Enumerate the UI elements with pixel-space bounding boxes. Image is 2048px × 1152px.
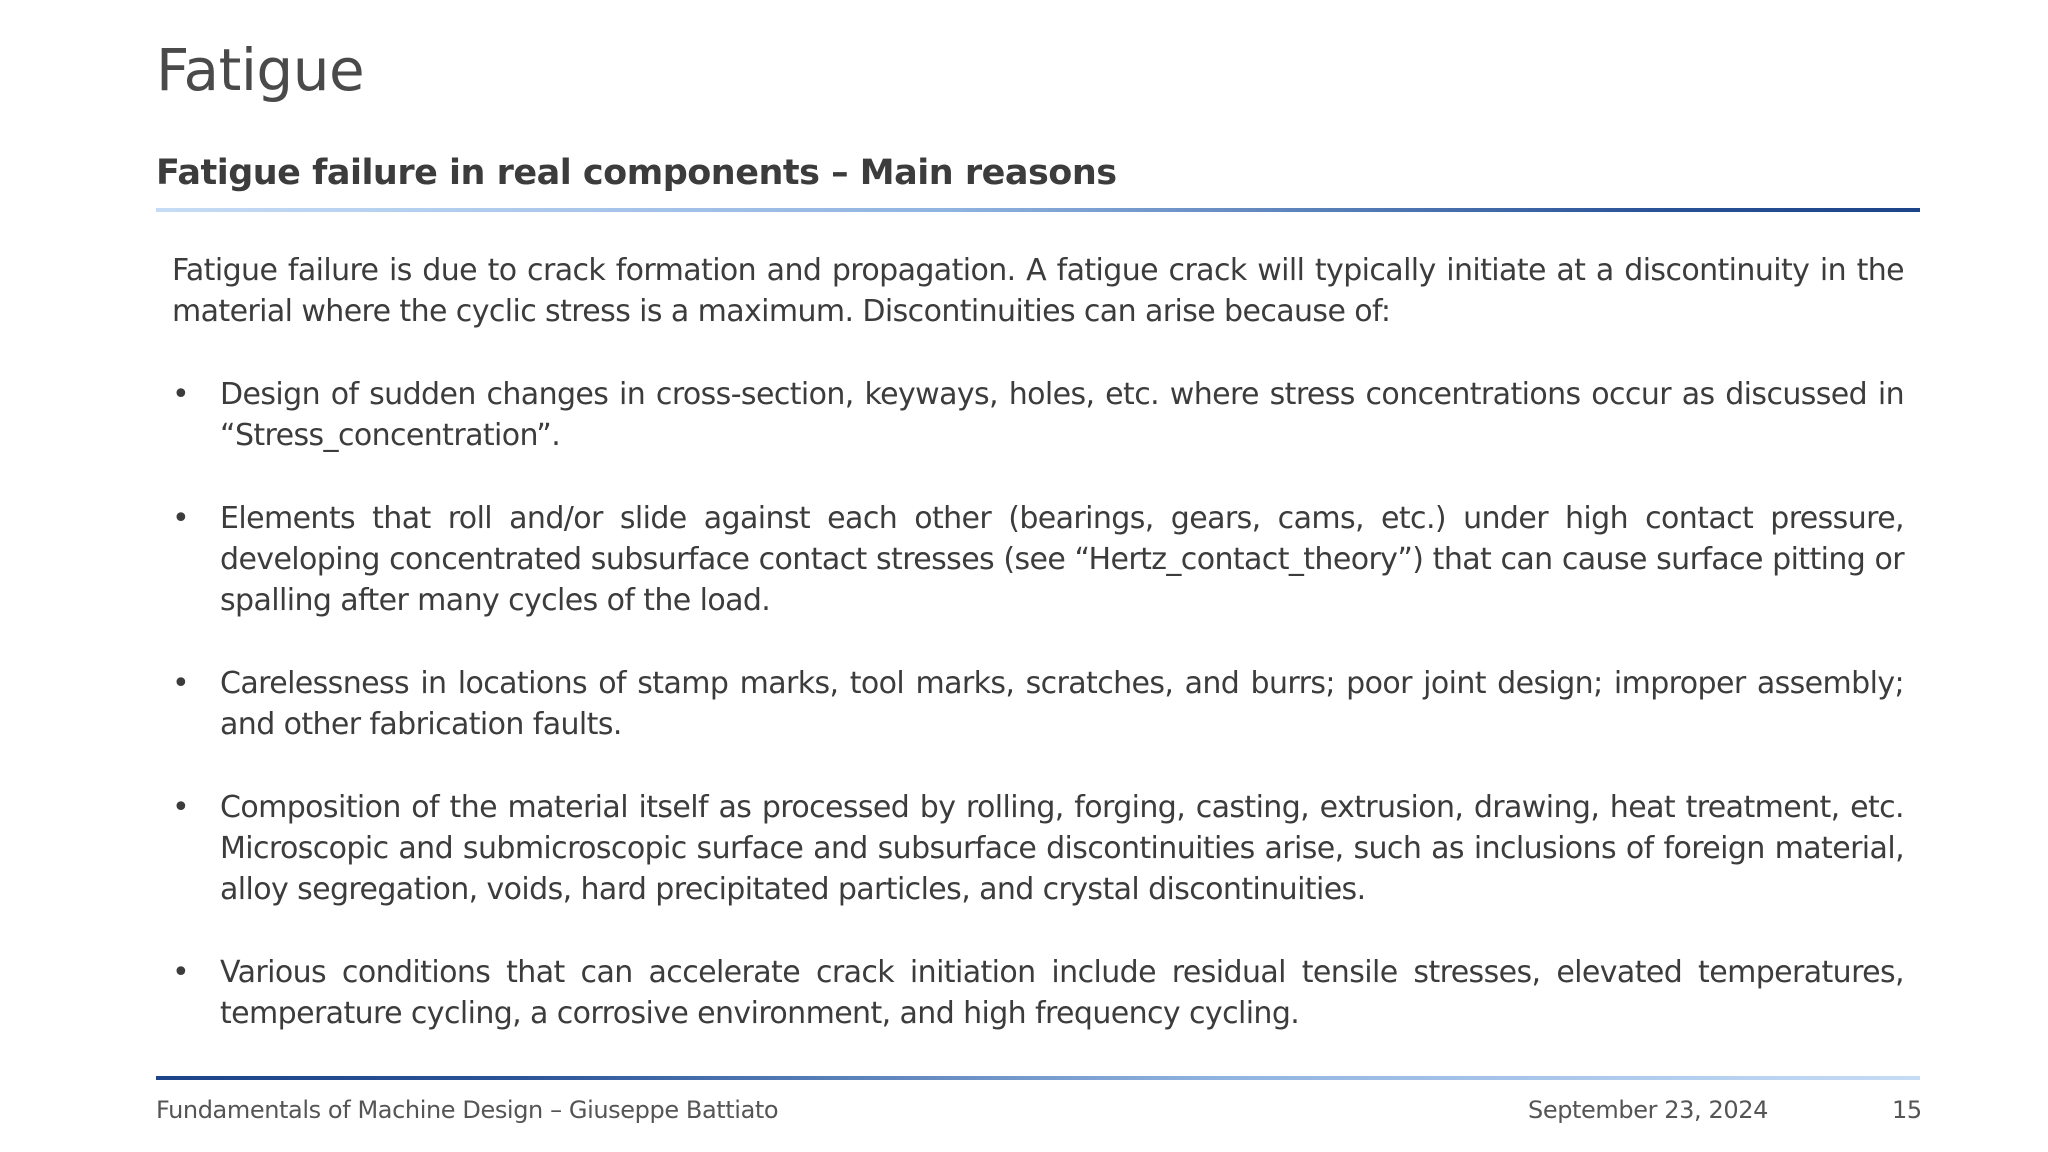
- bullet-text: Carelessness in locations of stamp marks, tool marks, scratches, and burrs; poor joint design; improper assembly; and other fabrication faults.: [220, 666, 1904, 742]
- bullet-marker: •: [172, 666, 190, 701]
- bullet-item: [172, 498, 1904, 621]
- footer-divider: [156, 1076, 1920, 1080]
- header-divider: [156, 208, 1920, 212]
- intro-paragraph: Fatigue failure is due to crack formation and propagation. A fatigue crack will typically initiate at a discontinuity in the material where the cyclic stress is a maximum. Discontinuities can arise because of:: [172, 253, 1904, 329]
- bullet-item: [172, 663, 1904, 745]
- bullet-list: [172, 374, 1904, 1034]
- bullet-text: Elements that roll and/or slide against each other (bearings, gears, cams, etc.) under high contact pressure, developing concentrated subsurface contact stresses (see “Hertz_contact_theory”) that can cause surface pitting or spalling after many cycles of the load.: [220, 501, 1904, 618]
- bullet-item: [172, 374, 1904, 456]
- bullet-marker: •: [172, 377, 190, 412]
- bullet-marker: •: [172, 955, 190, 990]
- page-number: 15: [1892, 1096, 1922, 1124]
- slide-title: Fatigue: [156, 36, 365, 104]
- bullet-text: Design of sudden changes in cross-section, keyways, holes, etc. where stress concentrations occur as discussed in “Stress_concentration”.: [220, 377, 1904, 453]
- slide-body: [172, 250, 1904, 1034]
- bullet-marker: •: [172, 501, 190, 536]
- bullet-marker: •: [172, 790, 190, 825]
- bullet-text: Various conditions that can accelerate crack initiation include residual tensile stresses, elevated temperatures, temperature cycling, a corrosive environment, and high frequency cycling.: [220, 955, 1904, 1031]
- footer-course-author: Fundamentals of Machine Design – Giuseppe Battiato: [156, 1096, 779, 1124]
- bullet-item: [172, 952, 1904, 1034]
- bullet-text: Composition of the material itself as processed by rolling, forging, casting, extrusion, drawing, heat treatment, etc. Microscopic and submicroscopic surface and subsurface discontinuities arise, such as inclusions of foreign material, alloy segregation, voids, hard precipitated particles, and crystal discontinuities.: [220, 790, 1904, 907]
- bullet-item: [172, 787, 1904, 910]
- footer-date: September 23, 2024: [1528, 1096, 1768, 1124]
- slide-subtitle: Fatigue failure in real components – Main reasons: [156, 153, 1117, 193]
